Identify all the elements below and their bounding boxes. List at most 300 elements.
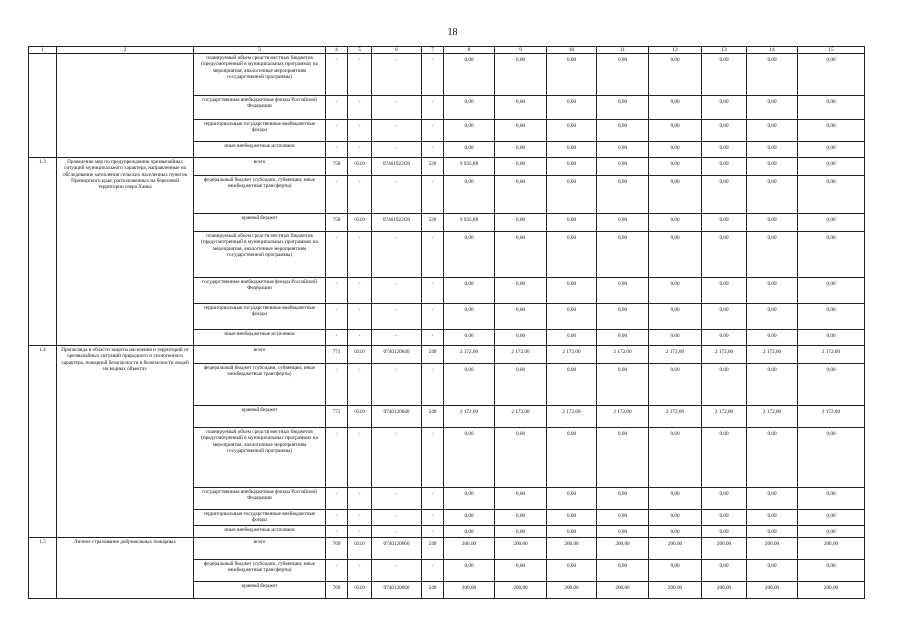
amount-cell: 0,00	[444, 510, 495, 525]
amount-cell: 0,00	[747, 158, 798, 176]
amount-cell: 0,00	[798, 304, 865, 330]
amount-cell: 0,00	[798, 330, 865, 346]
amount-cell: 0,00	[798, 488, 865, 510]
code-section: -	[348, 330, 372, 346]
amount-cell: 0,00	[597, 525, 649, 537]
funding-source: федеральный бюджет (субсидии, субвенции, иные межбюджетные трансферты)	[194, 176, 326, 214]
amount-cell: 0,00	[597, 54, 649, 96]
amount-cell: 0,00	[798, 158, 865, 176]
amount-cell: 2 172,00	[597, 406, 649, 428]
code-admin: -	[326, 278, 348, 304]
amount-cell: 0,00	[547, 176, 597, 214]
code-admin: -	[326, 525, 348, 537]
code-target: -	[372, 232, 422, 278]
amount-cell: 200,00	[649, 537, 702, 559]
amount-cell: 2 172,00	[495, 406, 547, 428]
amount-cell: 0,00	[747, 214, 798, 232]
code-target: 07401922О0	[372, 214, 422, 232]
code-admin: -	[326, 428, 348, 488]
code-type: -	[422, 54, 444, 96]
amount-cell: 0,00	[495, 510, 547, 525]
code-target: -	[372, 428, 422, 488]
code-type: -	[422, 232, 444, 278]
table-row	[29, 158, 865, 176]
amount-cell: 0,00	[547, 510, 597, 525]
amount-cell: 2 172,00	[702, 406, 747, 428]
amount-cell: 9 935,08	[444, 158, 495, 176]
funding-source: федеральный бюджет (субсидии, субвенции, иные межбюджетные трансферты)	[194, 364, 326, 406]
amount-cell: 0,00	[495, 120, 547, 142]
code-section: -	[348, 428, 372, 488]
amount-cell: 0,00	[702, 158, 747, 176]
amount-cell: 0,00	[649, 54, 702, 96]
amount-cell: 200,00	[702, 537, 747, 559]
amount-cell: 0,00	[495, 559, 547, 581]
code-target: -	[372, 364, 422, 406]
amount-cell: 0,00	[702, 559, 747, 581]
amount-cell: 0,00	[444, 330, 495, 346]
amount-cell: 0,00	[702, 364, 747, 406]
code-type: 520	[422, 158, 444, 176]
amount-cell: 0,00	[747, 176, 798, 214]
item-number	[29, 54, 57, 158]
funding-source: всего	[194, 537, 326, 559]
amount-cell: 0,00	[798, 120, 865, 142]
amount-cell: 0,00	[747, 54, 798, 96]
code-target: -	[372, 278, 422, 304]
code-target: -	[372, 120, 422, 142]
amount-cell: 0,00	[547, 304, 597, 330]
amount-cell: 0,00	[495, 428, 547, 488]
code-section: -	[348, 232, 372, 278]
amount-cell: 0,00	[649, 142, 702, 158]
amount-cell: 0,00	[547, 214, 597, 232]
amount-cell: 0,00	[747, 428, 798, 488]
code-admin: -	[326, 120, 348, 142]
amount-cell: 0,00	[649, 96, 702, 120]
code-type: -	[422, 176, 444, 214]
code-section: -	[348, 96, 372, 120]
code-type: -	[422, 364, 444, 406]
amount-cell: 0,00	[702, 232, 747, 278]
code-admin: -	[326, 488, 348, 510]
amount-cell: 0,00	[649, 158, 702, 176]
funding-source: всего	[194, 346, 326, 364]
amount-cell: 0,00	[597, 278, 649, 304]
amount-cell: 0,00	[444, 525, 495, 537]
amount-cell: 0,00	[597, 158, 649, 176]
amount-cell: 0,00	[597, 96, 649, 120]
code-section: -	[348, 364, 372, 406]
amount-cell: 0,00	[444, 278, 495, 304]
amount-cell: 2 172,00	[547, 346, 597, 364]
code-type: -	[422, 428, 444, 488]
amount-cell: 0,00	[702, 120, 747, 142]
amount-cell: 2 172,00	[747, 406, 798, 428]
amount-cell: 0,00	[547, 525, 597, 537]
amount-cell: 0,00	[444, 559, 495, 581]
header-cell: 13	[702, 47, 747, 54]
funding-source: иные внебюджетные источники	[194, 142, 326, 158]
amount-cell: 0,00	[798, 364, 865, 406]
code-section: -	[348, 54, 372, 96]
amount-cell: 2 172,00	[649, 346, 702, 364]
funding-source: территориальные государственные внебюджетные фонды	[194, 120, 326, 142]
funding-source: федеральный бюджет (субсидии, субвенции, иные межбюджетные трансферты)	[194, 559, 326, 581]
amount-cell: 200,00	[597, 581, 649, 598]
amount-cell: 0,00	[547, 364, 597, 406]
code-target: -	[372, 330, 422, 346]
funding-source: краевой бюджет	[194, 406, 326, 428]
code-admin: 769	[326, 537, 348, 559]
amount-cell: 0,00	[597, 428, 649, 488]
amount-cell: 0,00	[747, 304, 798, 330]
code-admin: -	[326, 176, 348, 214]
funding-source: иные внебюджетные источники	[194, 525, 326, 537]
code-admin: -	[326, 142, 348, 158]
amount-cell: 0,00	[444, 364, 495, 406]
code-target: 07401922О0	[372, 158, 422, 176]
code-admin: 758	[326, 158, 348, 176]
amount-cell: 0,00	[747, 120, 798, 142]
amount-cell: 200,00	[747, 581, 798, 598]
code-type: -	[422, 96, 444, 120]
amount-cell: 0,00	[444, 488, 495, 510]
amount-cell: 0,00	[597, 559, 649, 581]
budget-table	[28, 46, 865, 599]
header-cell: 4	[326, 47, 348, 54]
amount-cell: 0,00	[747, 96, 798, 120]
amount-cell: 0,00	[798, 232, 865, 278]
code-type: -	[422, 488, 444, 510]
code-target: -	[372, 488, 422, 510]
amount-cell: 0,00	[495, 525, 547, 537]
item-description: Пропаганда в области защиты населения и территорий от чрезвычайных ситуаций природного и техногенного характера, пожарной безопасности и безопасности людей на водных объектах	[57, 346, 194, 537]
code-target: -	[372, 559, 422, 581]
item-description	[57, 54, 194, 158]
amount-cell: 2 172,00	[747, 346, 798, 364]
amount-cell: 0,00	[547, 428, 597, 488]
amount-cell: 0,00	[798, 176, 865, 214]
header-cell: 5	[348, 47, 372, 54]
amount-cell: 0,00	[597, 488, 649, 510]
amount-cell: 0,00	[649, 278, 702, 304]
funding-source: планируемый объем средств местных бюджетов (предусмотренный в муниципальных программах на мероприятия, аналогичные мероприятиям государственной программы)	[194, 428, 326, 488]
code-type: -	[422, 525, 444, 537]
amount-cell: 0,00	[747, 559, 798, 581]
header-cell: 15	[798, 47, 865, 54]
amount-cell: 0,00	[547, 330, 597, 346]
amount-cell: 0,00	[798, 278, 865, 304]
amount-cell: 0,00	[798, 96, 865, 120]
amount-cell: 0,00	[798, 54, 865, 96]
amount-cell: 0,00	[649, 176, 702, 214]
table-row	[29, 54, 865, 96]
amount-cell: 0,00	[747, 142, 798, 158]
amount-cell: 2 172,00	[444, 346, 495, 364]
page-number: 18	[447, 27, 458, 38]
amount-cell: 0,00	[495, 232, 547, 278]
amount-cell: 0,00	[547, 158, 597, 176]
amount-cell: 0,00	[495, 176, 547, 214]
code-admin: -	[326, 559, 348, 581]
item-number: 1.4	[29, 346, 57, 537]
amount-cell: 0,00	[597, 142, 649, 158]
code-section: 0310	[348, 346, 372, 364]
amount-cell: 0,00	[495, 54, 547, 96]
amount-cell: 2 172,00	[495, 346, 547, 364]
item-description: Проведение мер по предупреждению чрезвычайных ситуаций муниципального характера, направленные на обследование затопления сельских населенных пунктов Приморского края, расположенных на береговой территории озера Ханка	[57, 158, 194, 346]
header-cell: 1	[29, 47, 57, 54]
header-cell: 11	[597, 47, 649, 54]
amount-cell: 0,00	[547, 232, 597, 278]
code-section: 0310	[348, 537, 372, 559]
amount-cell: 0,00	[702, 142, 747, 158]
code-target: -	[372, 54, 422, 96]
funding-source: государственные внебюджетные фонды Российской Федерации	[194, 96, 326, 120]
code-section: -	[348, 304, 372, 330]
amount-cell: 200,00	[495, 581, 547, 598]
amount-cell: 0,00	[495, 488, 547, 510]
amount-cell: 0,00	[547, 120, 597, 142]
amount-cell: 0,00	[702, 510, 747, 525]
amount-cell: 0,00	[547, 488, 597, 510]
code-type: -	[422, 510, 444, 525]
amount-cell: 0,00	[702, 330, 747, 346]
code-type: 240	[422, 581, 444, 598]
code-target: 0740120640	[372, 406, 422, 428]
amount-cell: 0,00	[747, 510, 798, 525]
code-section: -	[348, 525, 372, 537]
amount-cell: 0,00	[495, 364, 547, 406]
item-number: 1.3	[29, 158, 57, 346]
amount-cell: 0,00	[649, 364, 702, 406]
header-cell: 10	[547, 47, 597, 54]
amount-cell: 0,00	[649, 214, 702, 232]
amount-cell: 200,00	[444, 537, 495, 559]
funding-source: государственные внебюджетные фонды Российской Федерации	[194, 278, 326, 304]
table-row	[29, 537, 865, 559]
amount-cell: 0,00	[597, 364, 649, 406]
amount-cell: 2 172,00	[597, 346, 649, 364]
amount-cell: 0,00	[702, 428, 747, 488]
code-section: -	[348, 488, 372, 510]
header-cell: 3	[194, 47, 326, 54]
amount-cell: 200,00	[798, 581, 865, 598]
code-type: -	[422, 304, 444, 330]
amount-cell: 0,00	[649, 488, 702, 510]
code-target: 0740120640	[372, 346, 422, 364]
amount-cell: 0,00	[444, 232, 495, 278]
amount-cell: 2 172,00	[444, 406, 495, 428]
funding-source: планируемый объем средств местных бюджетов (предусмотренный в муниципальных программах на мероприятия, аналогичные мероприятиям государственной программы)	[194, 232, 326, 278]
code-type: -	[422, 142, 444, 158]
header-cell: 9	[495, 47, 547, 54]
amount-cell: 0,00	[702, 278, 747, 304]
code-section: -	[348, 142, 372, 158]
item-number: 1.5	[29, 537, 57, 598]
code-admin: -	[326, 330, 348, 346]
code-target: -	[372, 304, 422, 330]
amount-cell: 200,00	[798, 537, 865, 559]
amount-cell: 0,00	[495, 142, 547, 158]
header-cell: 8	[444, 47, 495, 54]
code-section: -	[348, 120, 372, 142]
amount-cell: 200,00	[547, 581, 597, 598]
code-section: 0310	[348, 214, 372, 232]
code-section: 0310	[348, 581, 372, 598]
amount-cell: 0,00	[702, 214, 747, 232]
code-admin: 771	[326, 406, 348, 428]
amount-cell: 0,00	[495, 278, 547, 304]
code-type: 240	[422, 537, 444, 559]
code-admin: -	[326, 364, 348, 406]
amount-cell: 2 172,00	[702, 346, 747, 364]
amount-cell: 0,00	[597, 330, 649, 346]
amount-cell: 0,00	[444, 142, 495, 158]
code-target: -	[372, 142, 422, 158]
code-admin: -	[326, 304, 348, 330]
amount-cell: 0,00	[702, 488, 747, 510]
amount-cell: 0,00	[547, 142, 597, 158]
item-description: Личное страхование добровольных пожарных	[57, 537, 194, 598]
code-section: -	[348, 176, 372, 214]
amount-cell: 200,00	[649, 581, 702, 598]
funding-source: территориальные государственные внебюджетные фонды	[194, 510, 326, 525]
amount-cell: 0,00	[547, 559, 597, 581]
amount-cell: 0,00	[702, 176, 747, 214]
amount-cell: 0,00	[547, 54, 597, 96]
amount-cell: 0,00	[495, 96, 547, 120]
code-type: -	[422, 330, 444, 346]
header-cell: 7	[422, 47, 444, 54]
amount-cell: 0,00	[597, 304, 649, 330]
amount-cell: 0,00	[649, 559, 702, 581]
amount-cell: 0,00	[702, 525, 747, 537]
amount-cell: 0,00	[747, 364, 798, 406]
amount-cell: 0,00	[798, 510, 865, 525]
code-admin: -	[326, 232, 348, 278]
header-cell: 12	[649, 47, 702, 54]
code-type: 520	[422, 214, 444, 232]
amount-cell: 0,00	[702, 54, 747, 96]
amount-cell: 200,00	[702, 581, 747, 598]
amount-cell: 0,00	[649, 232, 702, 278]
amount-cell: 0,00	[649, 330, 702, 346]
code-admin: 758	[326, 214, 348, 232]
code-section: -	[348, 278, 372, 304]
code-section: -	[348, 510, 372, 525]
amount-cell: 200,00	[597, 537, 649, 559]
amount-cell: 0,00	[444, 120, 495, 142]
amount-cell: 2 172,00	[547, 406, 597, 428]
code-type: -	[422, 278, 444, 304]
header-cell: 6	[372, 47, 422, 54]
amount-cell: 0,00	[444, 304, 495, 330]
code-type: 240	[422, 406, 444, 428]
code-target: -	[372, 525, 422, 537]
amount-cell: 0,00	[649, 525, 702, 537]
amount-cell: 0,00	[495, 330, 547, 346]
code-admin: -	[326, 54, 348, 96]
code-target: 0740120660	[372, 581, 422, 598]
code-target: -	[372, 96, 422, 120]
funding-source: государственные внебюджетные фонды Российской Федерации	[194, 488, 326, 510]
table-row	[29, 346, 865, 364]
amount-cell: 0,00	[547, 96, 597, 120]
amount-cell: 0,00	[798, 142, 865, 158]
code-target: -	[372, 176, 422, 214]
amount-cell: 0,00	[597, 176, 649, 214]
amount-cell: 0,00	[444, 428, 495, 488]
code-admin: -	[326, 96, 348, 120]
funding-source: территориальные государственные внебюджетные фонды	[194, 304, 326, 330]
amount-cell: 0,00	[649, 428, 702, 488]
amount-cell: 0,00	[649, 510, 702, 525]
funding-source: краевой бюджет	[194, 581, 326, 598]
code-section: 0310	[348, 406, 372, 428]
code-type: -	[422, 120, 444, 142]
amount-cell: 0,00	[444, 176, 495, 214]
funding-source: иные внебюджетные источники	[194, 330, 326, 346]
amount-cell: 0,00	[495, 158, 547, 176]
code-admin: 769	[326, 581, 348, 598]
funding-source: краевой бюджет	[194, 214, 326, 232]
amount-cell: 9 935,08	[444, 214, 495, 232]
amount-cell: 0,00	[702, 96, 747, 120]
amount-cell: 2 172,00	[798, 406, 865, 428]
amount-cell: 0,00	[444, 96, 495, 120]
amount-cell: 0,00	[798, 214, 865, 232]
amount-cell: 200,00	[747, 537, 798, 559]
amount-cell: 0,00	[495, 304, 547, 330]
amount-cell: 0,00	[444, 54, 495, 96]
amount-cell: 0,00	[747, 488, 798, 510]
amount-cell: 0,00	[747, 525, 798, 537]
amount-cell: 0,00	[649, 304, 702, 330]
amount-cell: 2 172,00	[798, 346, 865, 364]
code-admin: -	[326, 510, 348, 525]
amount-cell: 0,00	[649, 120, 702, 142]
amount-cell: 0,00	[798, 559, 865, 581]
code-section: -	[348, 559, 372, 581]
funding-source: всего	[194, 158, 326, 176]
code-target: -	[372, 510, 422, 525]
amount-cell: 0,00	[597, 510, 649, 525]
amount-cell: 0,00	[747, 232, 798, 278]
funding-source: планируемый объем средств местных бюджетов (предусмотренный в муниципальных программах на мероприятия, аналогичные мероприятиям государственной программы)	[194, 54, 326, 96]
header-row	[29, 47, 865, 54]
code-type: -	[422, 559, 444, 581]
amount-cell: 0,00	[597, 120, 649, 142]
amount-cell: 2 172,00	[649, 406, 702, 428]
amount-cell: 0,00	[547, 278, 597, 304]
amount-cell: 200,00	[444, 581, 495, 598]
header-cell: 2	[57, 47, 194, 54]
amount-cell: 0,00	[747, 330, 798, 346]
amount-cell: 0,00	[747, 278, 798, 304]
amount-cell: 0,00	[798, 428, 865, 488]
amount-cell: 0,00	[495, 214, 547, 232]
amount-cell: 200,00	[547, 537, 597, 559]
code-section: 0310	[348, 158, 372, 176]
code-type: 240	[422, 346, 444, 364]
amount-cell: 0,00	[597, 214, 649, 232]
amount-cell: 0,00	[597, 232, 649, 278]
amount-cell: 0,00	[798, 525, 865, 537]
code-admin: 771	[326, 346, 348, 364]
amount-cell: 0,00	[702, 304, 747, 330]
